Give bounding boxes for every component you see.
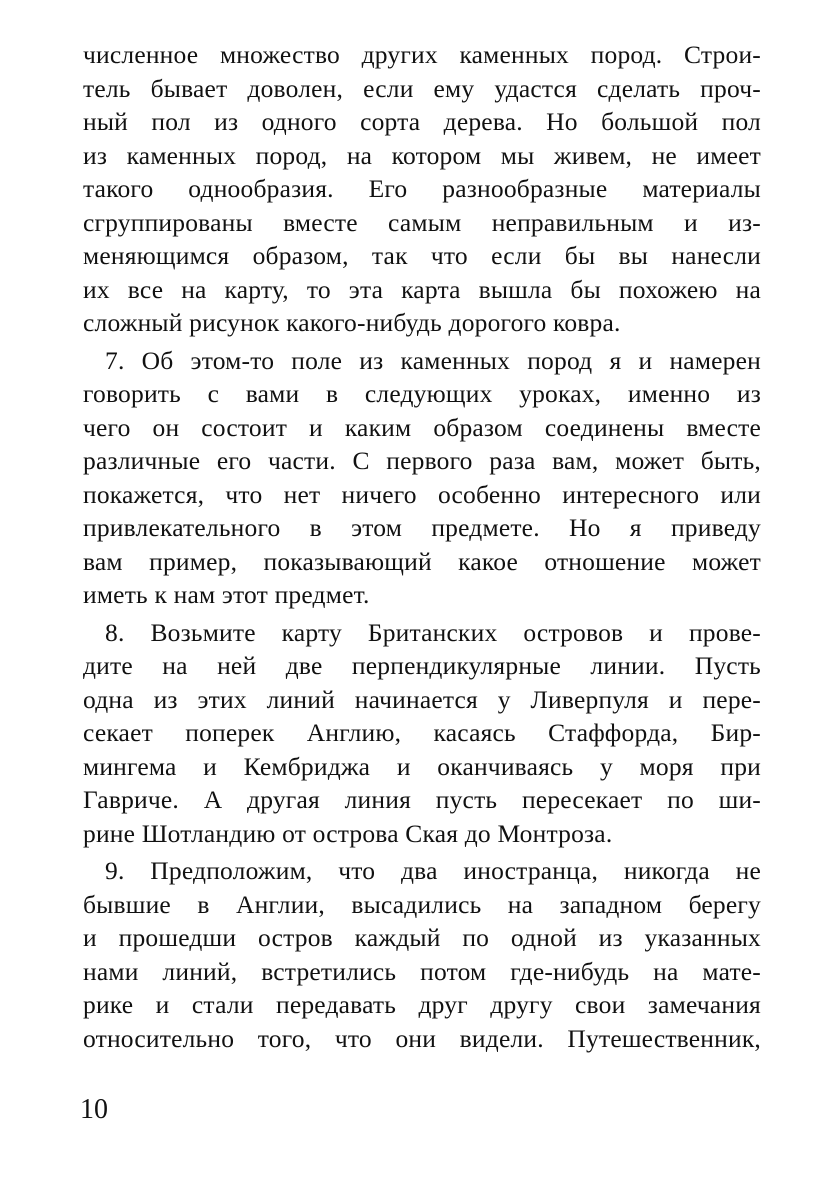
text-line: меняющимся образом, так что если бы вы нанесли — [83, 241, 761, 270]
text-line: мингема и Кембриджа и оканчиваясь у моря при — [83, 751, 761, 781]
text-line: их все на карту, то эта карта вышла бы похожею на — [83, 274, 761, 304]
text-line: такого однообразия. Его разнообразные материалы — [83, 174, 761, 203]
text-line: говорить с вами в следующих уроках, именно из — [83, 379, 761, 408]
paragraph-continuation — [83, 38, 761, 340]
paragraph-9 — [83, 854, 761, 1055]
text-line: секает поперек Англию, касаясь Стаффорда, Бир- — [83, 718, 761, 747]
text-line: привлекательного в этом предмете. Но я приведу — [83, 513, 761, 542]
text-line: бывшие в Англии, высадились на западном берегу — [83, 889, 761, 919]
text-line: тель бывает доволен, если ему удастся сделать проч- — [83, 73, 761, 103]
paragraph-7 — [83, 344, 761, 612]
text-line: сложный рисунок какого-нибудь дорогого ковра. — [83, 308, 621, 337]
text-line: иметь к нам этот предмет. — [83, 580, 370, 609]
text-line: 9. Предположим, что два иностранца, никогда не — [105, 856, 761, 885]
text-line: Гавриче. А другая линия пусть пересекает по ши- — [83, 785, 761, 814]
text-line: ный пол из одного сорта дерева. Но большой пол — [83, 107, 761, 136]
text-line: одна из этих линий начинается у Ливерпуля и пере- — [83, 684, 761, 714]
text-line: покажется, что нет ничего особенно интересного или — [83, 479, 761, 509]
page-number: 10 — [80, 1094, 108, 1125]
text-line: рике и стали передавать друг другу свои замечания — [83, 990, 761, 1019]
text-line: нами линий, встретились потом где-нибудь на мате- — [83, 956, 761, 986]
body-text — [83, 38, 761, 1055]
text-line: рине Шотландию от острова Ская до Монтроза. — [83, 818, 613, 848]
text-line: вам пример, показывающий какое отношение может — [83, 546, 761, 576]
text-line: 8. Возьмите карту Британских островов и прове- — [105, 617, 761, 647]
paragraph-8 — [83, 616, 761, 851]
text-line: из каменных пород, на котором мы живем, не имеет — [83, 140, 761, 170]
text-line: 7. Об этом-то поле из каменных пород я и намерен — [105, 345, 761, 375]
text-line: различные его части. С первого раза вам, может быть, — [83, 446, 761, 475]
text-line: численное множество других каменных пород. Строи- — [83, 40, 761, 69]
text-line: и прошедши остров каждый по одной из указанных — [83, 923, 761, 952]
text-line: чего он состоит и каким образом соединены вместе — [83, 412, 761, 442]
text-line: дите на ней две перпендикулярные линии. Пусть — [83, 651, 761, 680]
text-line: относительно того, что они видели. Путешественник, — [83, 1023, 761, 1053]
text-line: сгруппированы вместе самым неправильным и из- — [83, 207, 761, 237]
